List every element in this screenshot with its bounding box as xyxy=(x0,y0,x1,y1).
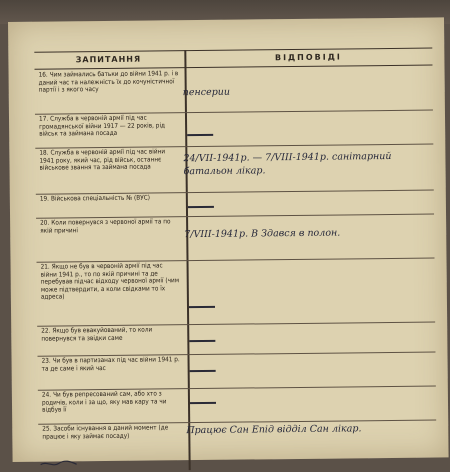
question-number: 20. xyxy=(40,218,50,227)
handwritten-answer: Працює Сан Епід відділ Сан лікар. xyxy=(186,423,362,437)
question-number: 16. xyxy=(38,70,48,79)
question-row-25 xyxy=(38,420,436,462)
handwritten-answer: пенсерии xyxy=(182,86,231,99)
question-row-16 xyxy=(35,66,433,114)
ink-scribble xyxy=(39,459,79,467)
question-text: Військова спеціальність № (ВУС) xyxy=(50,193,150,203)
question-text: Чи був в партизанах під час війни 1941 р. та де саме і який час xyxy=(41,355,180,373)
question-text: Якщо не був в червоній армії під час війни 1941 р., то по якій причині та де перебував підчас відходу червоної армії (чим може підтвердити, а коли свідками то їх адреса) xyxy=(40,261,180,302)
question-text: Чи був репресований сам, або хто з родичів, коли і за що, яку мав кару та чи відбув її xyxy=(41,389,167,414)
blank-answer-dash xyxy=(190,402,216,404)
blank-answer-dash xyxy=(187,134,213,136)
question-number: 24. xyxy=(41,390,52,399)
question-text: Служба в червоній армії під час війни 1941 року, який час, рід військ, останнє військове звання та займана посада xyxy=(39,147,166,172)
question-number: 17. xyxy=(38,114,49,123)
question-text: Засоби існування в даний момент (де працює і яку займає посаду) xyxy=(42,423,169,441)
question-number: 22. xyxy=(41,326,51,335)
question-row-24 xyxy=(38,386,436,424)
question-number: 19. xyxy=(39,194,50,203)
question-number: 18. xyxy=(39,148,49,157)
question-text: Служба в червоній армії під час громадянської війни 1917 — 22 років, рід військ та займана посада xyxy=(39,113,166,138)
handwritten-answer: 7/VIII-1941р. В Здався в полон. xyxy=(184,227,341,241)
answers-header: ВІДПОВІДІ xyxy=(274,52,342,63)
question-row-18 xyxy=(35,144,433,194)
blank-answer-dash xyxy=(188,206,214,208)
question-number: 23. xyxy=(41,356,51,365)
question-row-22 xyxy=(37,322,435,356)
blank-answer-dash xyxy=(189,306,215,308)
question-number: 25. xyxy=(42,424,52,433)
question-row-21 xyxy=(37,258,436,326)
question-number: 21. xyxy=(40,262,50,271)
question-text: Чим займались батьки до війни 1941 р. і в даний час та належність їх до кочуністичної партії і з якого часу xyxy=(38,69,179,94)
blank-answer-dash xyxy=(189,340,215,342)
question-row-20 xyxy=(36,214,434,262)
handwritten-answer: 24/VII-1941р. — 7/VIII-1941р. санітарний батальон лікар. xyxy=(183,150,392,178)
question-text: Коли повернувся з червоної армії та по якій причині xyxy=(40,217,171,235)
questions-header: ЗАПИТАННЯ xyxy=(75,54,142,65)
question-row-23 xyxy=(37,352,435,390)
blank-answer-dash xyxy=(190,370,216,372)
questionnaire-page xyxy=(8,17,449,462)
question-text: Якщо був евакуйований, то коли повернувся та звідки саме xyxy=(41,325,153,343)
question-row-17 xyxy=(35,110,433,148)
